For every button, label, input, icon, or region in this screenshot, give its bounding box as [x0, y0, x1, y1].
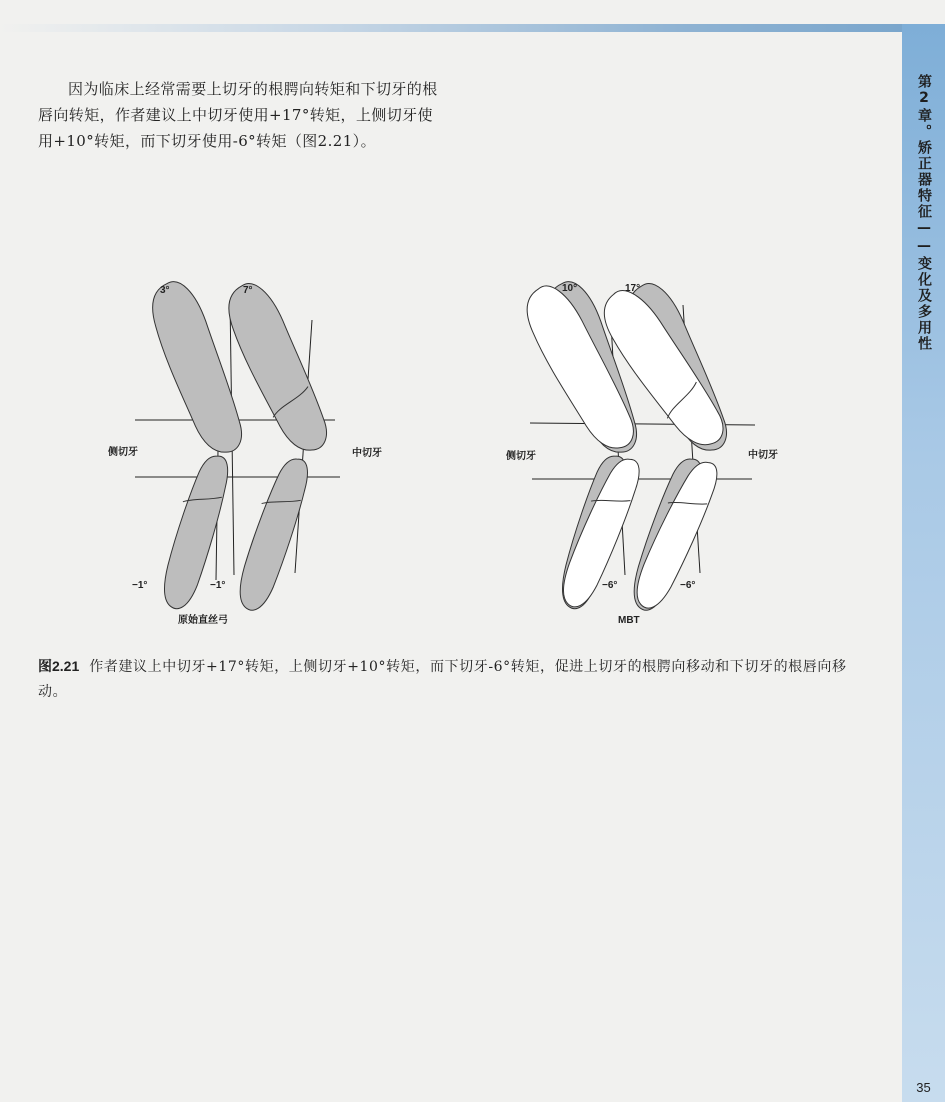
right-lower-lateral-angle: −6°	[602, 580, 618, 591]
figure-2-21	[40, 255, 860, 650]
figure-caption	[38, 654, 868, 705]
figure-caption-text: 作者建议上中切牙+17°转矩，上侧切牙+10°转矩，而下切牙-6°转矩，促进上切牙的根腭向移动和下切牙的根唇向移动。	[38, 659, 847, 700]
left-panel	[107, 274, 382, 626]
chapter-title: 第2章。矫正器特征——变化及多用性	[916, 74, 932, 352]
left-upper-central-angle: 7°	[243, 285, 253, 296]
right-upper-lateral-angle: 10°	[562, 283, 578, 294]
top-decorative-bar	[0, 24, 905, 32]
figure-caption-label: 图2.21	[38, 658, 80, 674]
left-panel-caption: 原始直丝弓	[178, 615, 228, 626]
right-upper-central-angle: 17°	[625, 283, 641, 294]
right-panel-caption: MBT	[618, 615, 640, 626]
right-panel	[505, 274, 778, 626]
right-central-label: 中切牙	[748, 450, 778, 461]
left-lateral-label: 侧切牙	[108, 447, 138, 458]
figure-illustration	[40, 255, 860, 650]
right-lateral-label: 侧切牙	[506, 451, 536, 462]
left-central-label: 中切牙	[352, 448, 382, 459]
right-lower-central-angle: −6°	[680, 580, 696, 591]
left-lower-central-angle: −1°	[210, 580, 226, 591]
body-paragraph: 因为临床上经常需要上切牙的根腭向转矩和下切牙的根唇向转矩，作者建议上中切牙使用+17°转矩，上侧切牙使用+10°转矩，而下切牙使用-6°转矩（图2.21）。	[38, 80, 438, 150]
left-lower-lateral-angle: −1°	[132, 580, 148, 591]
page-number: 35	[916, 1080, 931, 1095]
left-upper-lateral-angle: 3°	[160, 285, 170, 296]
chapter-side-tab	[902, 24, 945, 1102]
